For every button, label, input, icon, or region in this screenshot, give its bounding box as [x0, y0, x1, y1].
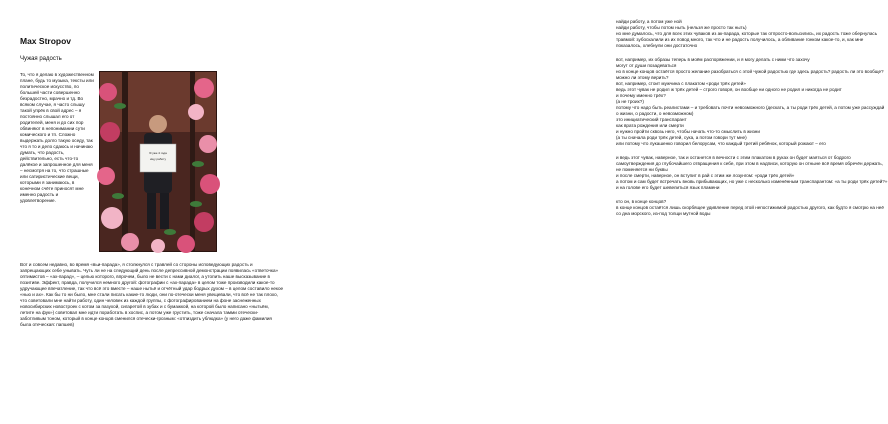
- left-page: [0, 0, 300, 424]
- paragraph: кто он, в конце концов? в конце концов остаётся лишь скорбящее удивление перед этой непостижимой радостью другого, как будто я смотрю на неё со дна морского, из-под толщи мутной воды: [616, 199, 884, 216]
- article-photo: [99, 71, 217, 252]
- intro-text: То, что я делаю в художественном плане, будь то музыка, тексты или политическое искусство, по большей части совершенно безрадостно, мрачно и тд. Во всяком случае, я часто слышу такой упрёк в свой адрес – я постоянно слышал его от родителей, меня и до сих пор обвиняют в непонимании сути комического и тп. Сложно выдержать долго такую оседу, так что я то и дело сдаюсь и начинаю думать, что радость, действительно, есть что-то далёкое и запрошенное для меня – несмотря на то, что страшные или сатиристические вещи, которыми я занимаюсь, в конечном счёте приносят мне именно радость и удовлетворение.: [20, 72, 94, 203]
- author-name: Max Stropov: [20, 36, 72, 46]
- svg-text:ищу работу: ищу работу: [149, 157, 167, 161]
- placard-sign: [140, 144, 176, 172]
- paragraph: найди работу, а потом уже ной найди работу, чтобы потом ныть (нельзя же просто так ныть) но мне думалось, что для всех этих чуваков из ак-парада, которые так отпросто-вольсились, их радость тоже обернулась травмой: зубоскалили из их повод много, так что и не радость получилось, а обливание гонком какое-то, и, как мне показалось, хлебнули они достаточно: [616, 19, 878, 48]
- right-page: [300, 0, 888, 424]
- right-column: [616, 19, 888, 225]
- paragraph: и ведь этот чувак, наверное, так и останется в вечности с этим плакатом в руках он будет маяться от бодрого самоутверждения до глубочайшего отвращения к себе, при этом в надписи, которую он отныне всё время обречён держать, не поменяется ни буквы и после смерти, наверное, он вступит в рай с этим же лозунгом: «роди трёх детей» а потом и сам будет встречать вновь прибывающих, но уже с несколько изменённым транспарантом: «а ты роди трёх детей?» и на голове его будет шевелиться язык пламени: [616, 155, 888, 190]
- svg-text:Я уже 4 года: Я уже 4 года: [149, 151, 167, 155]
- paragraph: вот, например, их образы теперь в моём распоряжении, и я могу делать с ними что захочу могут от души позадеваться но в конце концов остаётся просто желание разобраться с этой чужой радостью где здесь радость? радость ли это вообще? можно ли этому верить? вот, например, стоит мужчина с плакатом «роди трёх детей» ведь этот чувак не родил ж трёх детей – строго говоря, он вообще ни одного не родил и никогда не родит и почему именно трёх? (а не троих?) потому что надо быть реалистами – и требовать почти невозможного (дескать, а ты роди трёх детей, а потом уже рассуждай о жизни, о радости, о невозможном) это инициатический транспарант как врата рождения или смерти и нужно пройти сквозь него, чтобы начать что-то смыслить в жизни (а ты сначала роди трёх детей, сука, а потом говори тут мне) или потому что лукашенко говорил белорусам, что каждый третий ребёнок, который рожают – его: [616, 57, 885, 146]
- photo-illustration: [100, 72, 216, 251]
- continuation-text: Вот и совсем недавно, во время «вьи-парада», я столкнулся с травлей со стороны исповедующих радость и запрещающих себе унывать. Чуть ли не на следующий день после депрессивной демонстрации появилась «ответочка» оптимистов – «ах-парад», – целью которого, впрочем, было не вести с нами диалог, а утопить наше высказывание в позитиве. Эффект, правда, получился немного другой: фотографии с «ах-парада» в целом тоже производили какое-то удручающее впечатление, так что всё это вместе – наше нытьё и отчётный удар бодрых духом – в целом составило некое «нью и ах». Как бы то ни было, мне стали писать какие-то люди, они по-отечески меня увещевали, что всё не так плохо, что советовали мне найти работу, один человек из каждой группы, с фотографированием на фоне заснеженных новосибирских новостроек с котом за пазухой, сигаретой в зубах и с бумажкой, на которой было написано «нытьём, летите на фук») советовал мне идти поработать в хоспис, а потом уже грустить, тоже сначала тамми отечески-заботливым тоном, который в конце концов сменился отечески-грозным: «отпиздить ублюдка» (у него даже фамилия была отеческая: папшев): [20, 262, 284, 327]
- article-title: Чужая радость: [20, 56, 62, 62]
